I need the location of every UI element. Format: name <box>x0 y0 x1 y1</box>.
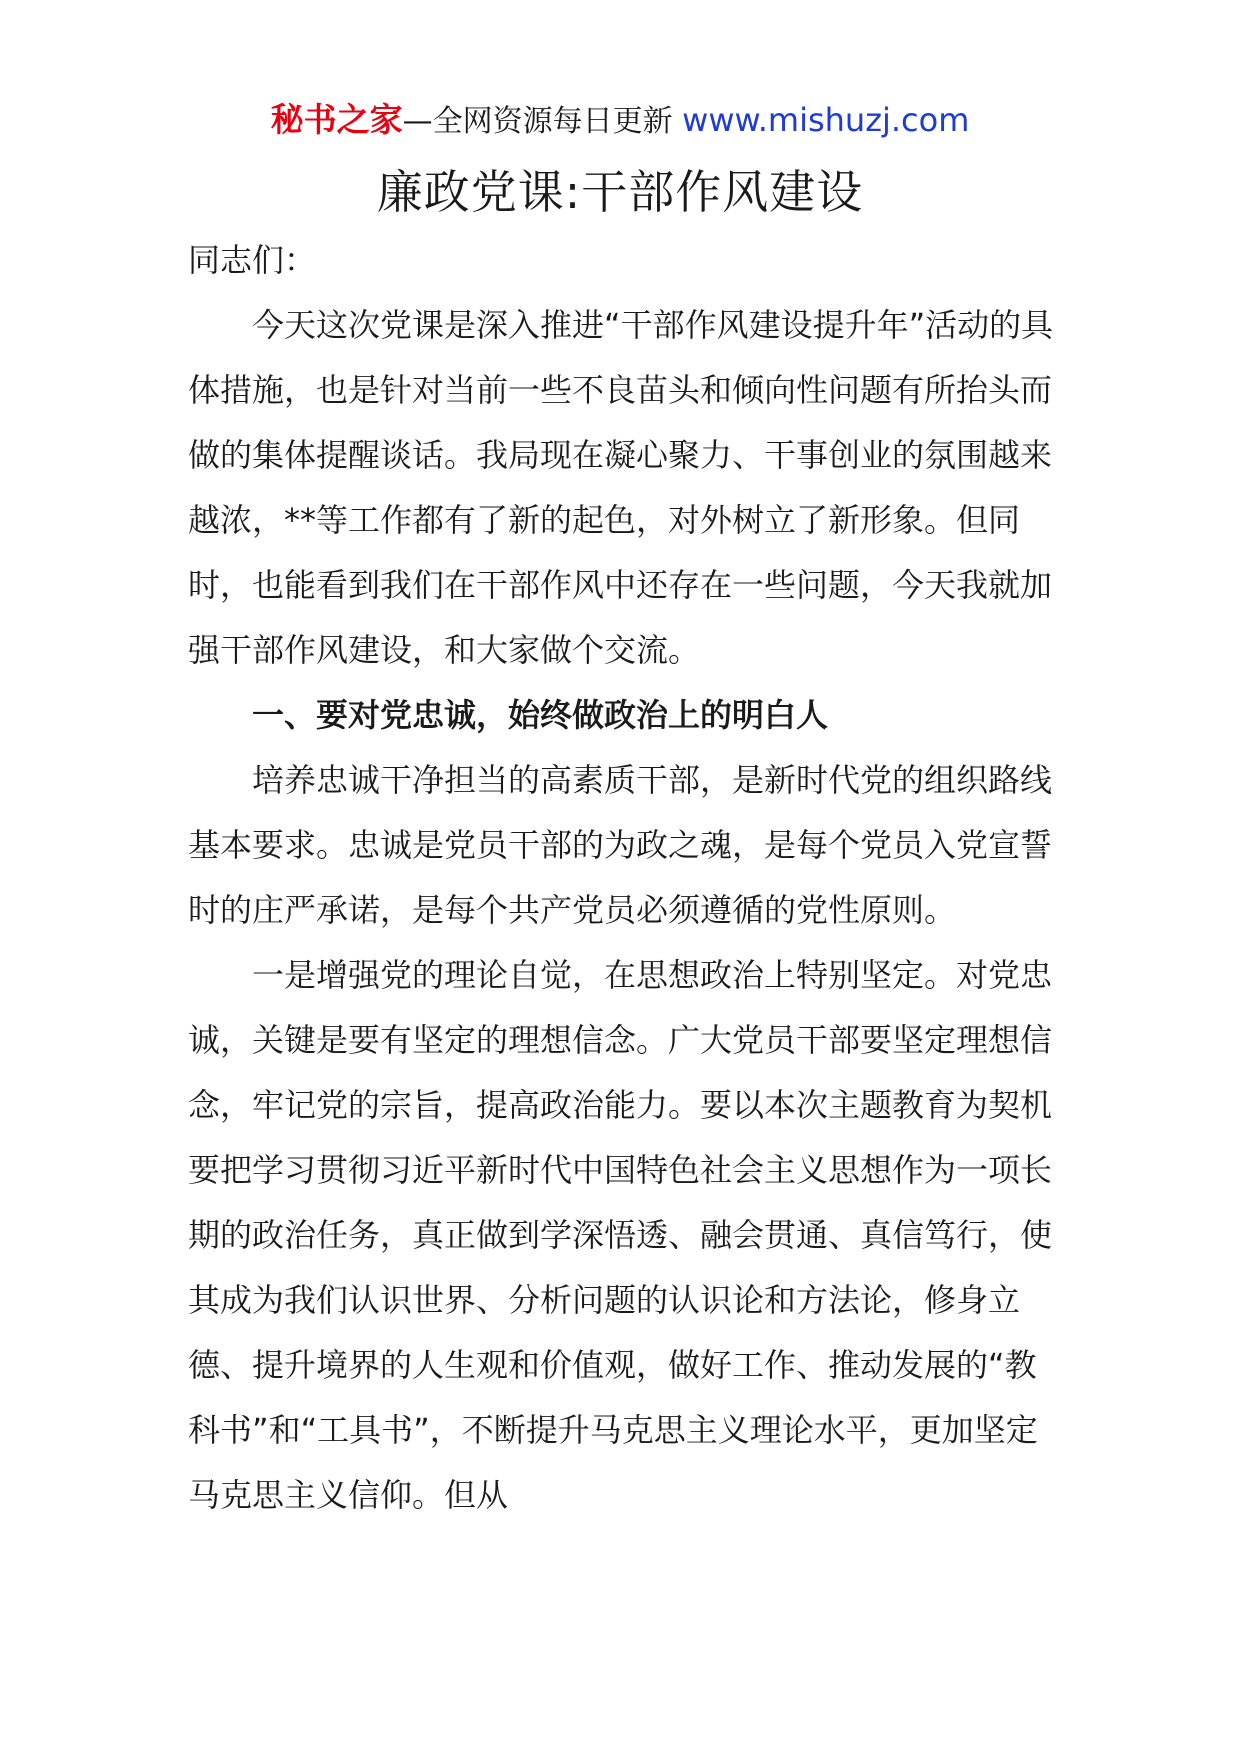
section-heading-1: 一、要对党忠诚，始终做政治上的明白人 <box>252 696 829 734</box>
site-url[interactable]: www.mishuzj.com <box>682 101 970 139</box>
document-title: 廉政党课:干部作风建设 <box>376 165 864 219</box>
site-brand: 秘书之家 <box>270 100 403 139</box>
paragraph-intro: 今天这次党课是深入推进“干部作风建设提升年”活动的具体措施，也是针对当前一些不良苗头和倾向性问题有所抬头而做的集体提醒谈话。我局现在凝心聚力、干事创业的氛围越来越浓，**等工作都有了新的起色，对外树立了新形象。但同时，也能看到我们在干部作风中还存在一些问题，今天我就加强干部作风建设，和大家做个交流。 <box>188 306 1054 669</box>
site-tagline: —全网资源每日更新 <box>402 104 683 139</box>
document-body <box>188 228 1068 1528</box>
salutation: 同志们： <box>188 241 317 279</box>
site-header <box>0 98 1240 144</box>
paragraph-theory: 一是增强党的理论自觉，在思想政治上特别坚定。对党忠诚，关键是要有坚定的理想信念。广大党员干部要坚定理想信念，牢记党的宗旨，提高政治能力。要以本次主题教育为契机要把学习贯彻习近平新时代中国特色社会主义思想作为一项长期的政治任务，真正做到学深悟透、融会贯通、真信笃行，使其成为我们认识世界、分析问题的认识论和方法论，修身立德、提升境界的人生观和价值观，做好工作、推动发展的“教科书”和“工具书”，不断提升马克思主义理论水平，更加坚定马克思主义信仰。但从 <box>188 956 1053 1514</box>
paragraph-loyalty: 培养忠诚干净担当的高素质干部，是新时代党的组织路线基本要求。忠诚是党员干部的为政之魂，是每个党员入党宣誓时的庄严承诺，是每个共产党员必须遵循的党性原则。 <box>188 761 1053 929</box>
